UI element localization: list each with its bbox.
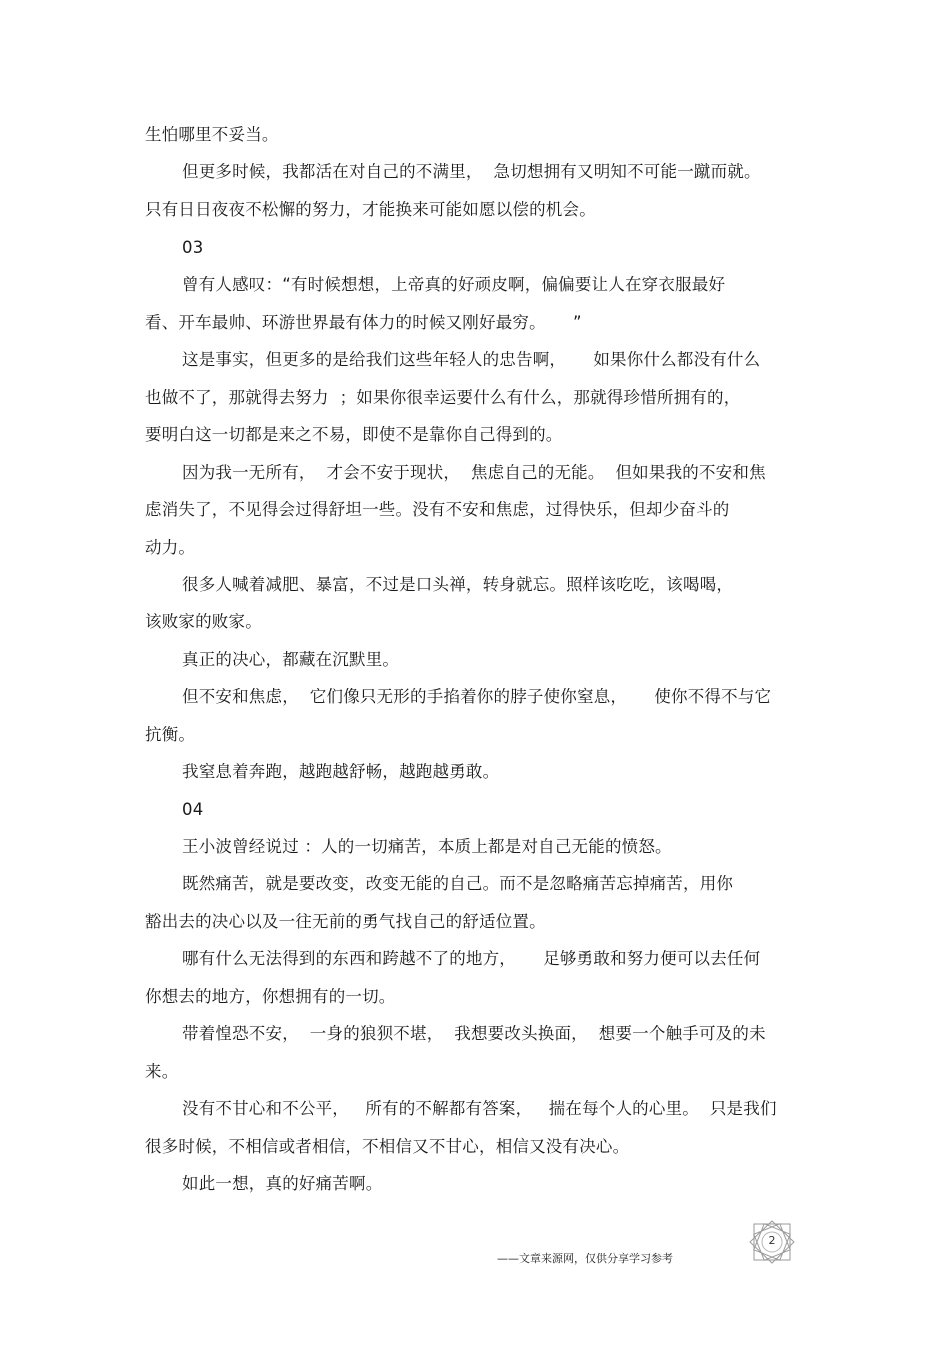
paragraph-line: 王小波曾经说过 ：人的一切痛苦，本质上都是对自己无能的愤怒。 (182, 837, 672, 856)
paragraph-line: 看、开车最帅、环游世界最有体力的时候又刚好最穷。 ” (145, 313, 582, 332)
paragraph-line: 我窒息着奔跑，越跑越舒畅，越跑越勇敢。 (182, 762, 500, 781)
paragraph-line: 很多人喊着减肥、暴富，不过是口头禅，转身就忘。照样该吃吃，该喝喝， (182, 575, 734, 594)
paragraph-line: 因为我一无所有， 才会不安于现状， 焦虑自己的无能。 但如果我的不安和焦 (182, 463, 766, 482)
paragraph-line: 没有不甘心和不公平， 所有的不解都有答案， 揣在每个人的心里。 只是我们 (182, 1099, 777, 1118)
paragraph-line: 只有日日夜夜不松懈的努力，才能换来可能如愿以偿的机会。 (145, 200, 596, 219)
paragraph-line: 该败家的败家。 (145, 612, 262, 631)
section-number: 03 (182, 238, 204, 257)
section-number: 04 (182, 800, 204, 819)
page-number-badge (748, 1220, 796, 1264)
paragraph-line: 来。 (145, 1062, 179, 1081)
paragraph-line: 很多时候，不相信或者相信，不相信又不甘心，相信又没有决心。 (145, 1137, 630, 1156)
paragraph-line: 豁出去的决心以及一往无前的勇气找自己的舒适位置。 (145, 912, 546, 931)
paragraph-line: 生怕哪里不妥当。 (145, 125, 279, 144)
paragraph-line: 曾有人感叹：“有时候想想，上帝真的好顽皮啊，偏偏要让人在穿衣服最好 (182, 275, 726, 294)
paragraph-line: 如此一想，真的好痛苦啊。 (182, 1174, 383, 1193)
paragraph-line: 抗衡。 (145, 725, 196, 744)
paragraph-line: 动力。 (145, 538, 196, 557)
paragraph-line: 哪有什么无法得到的东西和跨越不了的地方， 足够勇敢和努力便可以去任何 (182, 949, 761, 968)
paragraph-line: 既然痛苦，就是要改变，改变无能的自己。而不是忽略痛苦忘掉痛苦，用你 (182, 874, 734, 893)
paragraph-line: 但不安和焦虑， 它们像只无形的手掐着你的脖子使你窒息， 使你不得不与它 (182, 687, 772, 706)
paragraph-line: 带着惶恐不安， 一身的狼狈不堪， 我想要改头换面， 想要一个触手可及的未 (182, 1024, 766, 1043)
paragraph-line: 真正的决心，都藏在沉默里。 (182, 650, 400, 669)
paragraph-line: 也做不了，那就得去努力 ；如果你很幸运要什么有什么，那就得珍惜所拥有的， (145, 388, 741, 407)
paragraph-line: 虑消失了，不见得会过得舒坦一些。没有不安和焦虑，过得快乐，但却少奋斗的 (145, 500, 730, 519)
page-number: 2 (768, 1234, 776, 1247)
footer-source-note: ——文章来源网，仅供分享学习参考 (497, 1252, 673, 1265)
paragraph-line: 这是事实，但更多的是给我们这些年轻人的忠告啊， 如果你什么都没有什么 (182, 350, 761, 369)
paragraph-line: 你想去的地方，你想拥有的一切。 (145, 987, 396, 1006)
paragraph-line: 但更多时候，我都活在对自己的不满里， 急切想拥有又明知不可能一蹴而就。 (182, 162, 761, 181)
paragraph-line: 要明白这一切都是来之不易，即使不是靠你自己得到的。 (145, 425, 563, 444)
